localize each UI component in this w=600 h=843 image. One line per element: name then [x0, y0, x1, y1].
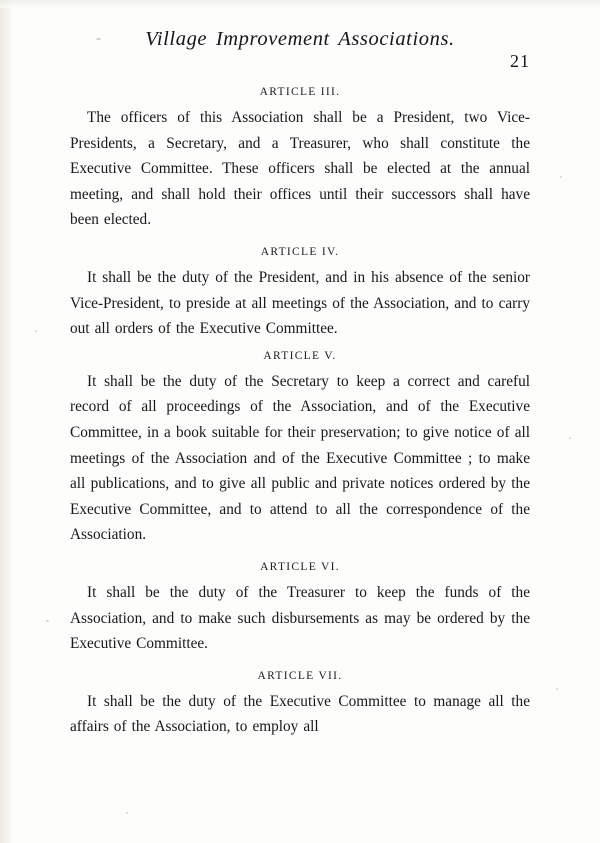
article-section [70, 86, 530, 233]
article-body: The officers of this Association shall be a President, two Vice-Presidents, a Secretary, and a Treasurer, who shall constitute the Executive Committee. These officers shall be elected at the annual meeting, and shall hold their offices until their successors shall have been elected. [70, 109, 530, 229]
scan-speck [569, 437, 571, 439]
article-heading: ARTICLE VI. [260, 560, 340, 573]
article-body: It shall be the duty of the Secretary to keep a correct and careful record of all proceedings of the Association, and of the Executive Committee, in a book suitable for their preservation; to give notice of all meetings of the Association and of the Executive Committee ; to make all publications, and to give all public and private notices ordered by the Executive Committee, and to attend to all the correspondence of the Association. [70, 372, 530, 544]
article-heading: ARTICLE III. [259, 86, 341, 98]
page-edge-shading-left [0, 0, 14, 843]
article-section [70, 246, 530, 342]
article-body: It shall be the duty of the Executive Committee to manage all the affairs of the Association, to employ all [70, 692, 530, 736]
page-header [70, 28, 530, 72]
page-edge-shading-top [0, 0, 600, 8]
article-body: It shall be the duty of the President, and in his absence of the senior Vice-President, to preside at all meetings of the Association, and to carry out all orders of the Executive Committee. [70, 268, 530, 338]
scan-speck [46, 620, 49, 622]
scan-speck [126, 812, 128, 814]
article-heading: ARTICLE V. [263, 349, 337, 362]
article-section [70, 350, 530, 548]
article-section [70, 670, 530, 740]
article-heading: ARTICLE VII. [257, 669, 343, 682]
page-number: 21 [510, 51, 530, 71]
scan-speck [35, 330, 37, 332]
page-content [70, 28, 530, 744]
running-title: Village Improvement Associations. [145, 28, 455, 50]
scan-speck [556, 688, 558, 690]
article-body: It shall be the duty of the Treasurer to keep the funds of the Association, and to make such disbursements as may be ordered by the Executive Committee. [70, 583, 530, 653]
article-section [70, 561, 530, 657]
article-heading: ARTICLE IV. [260, 245, 340, 258]
scan-speck [560, 176, 562, 178]
